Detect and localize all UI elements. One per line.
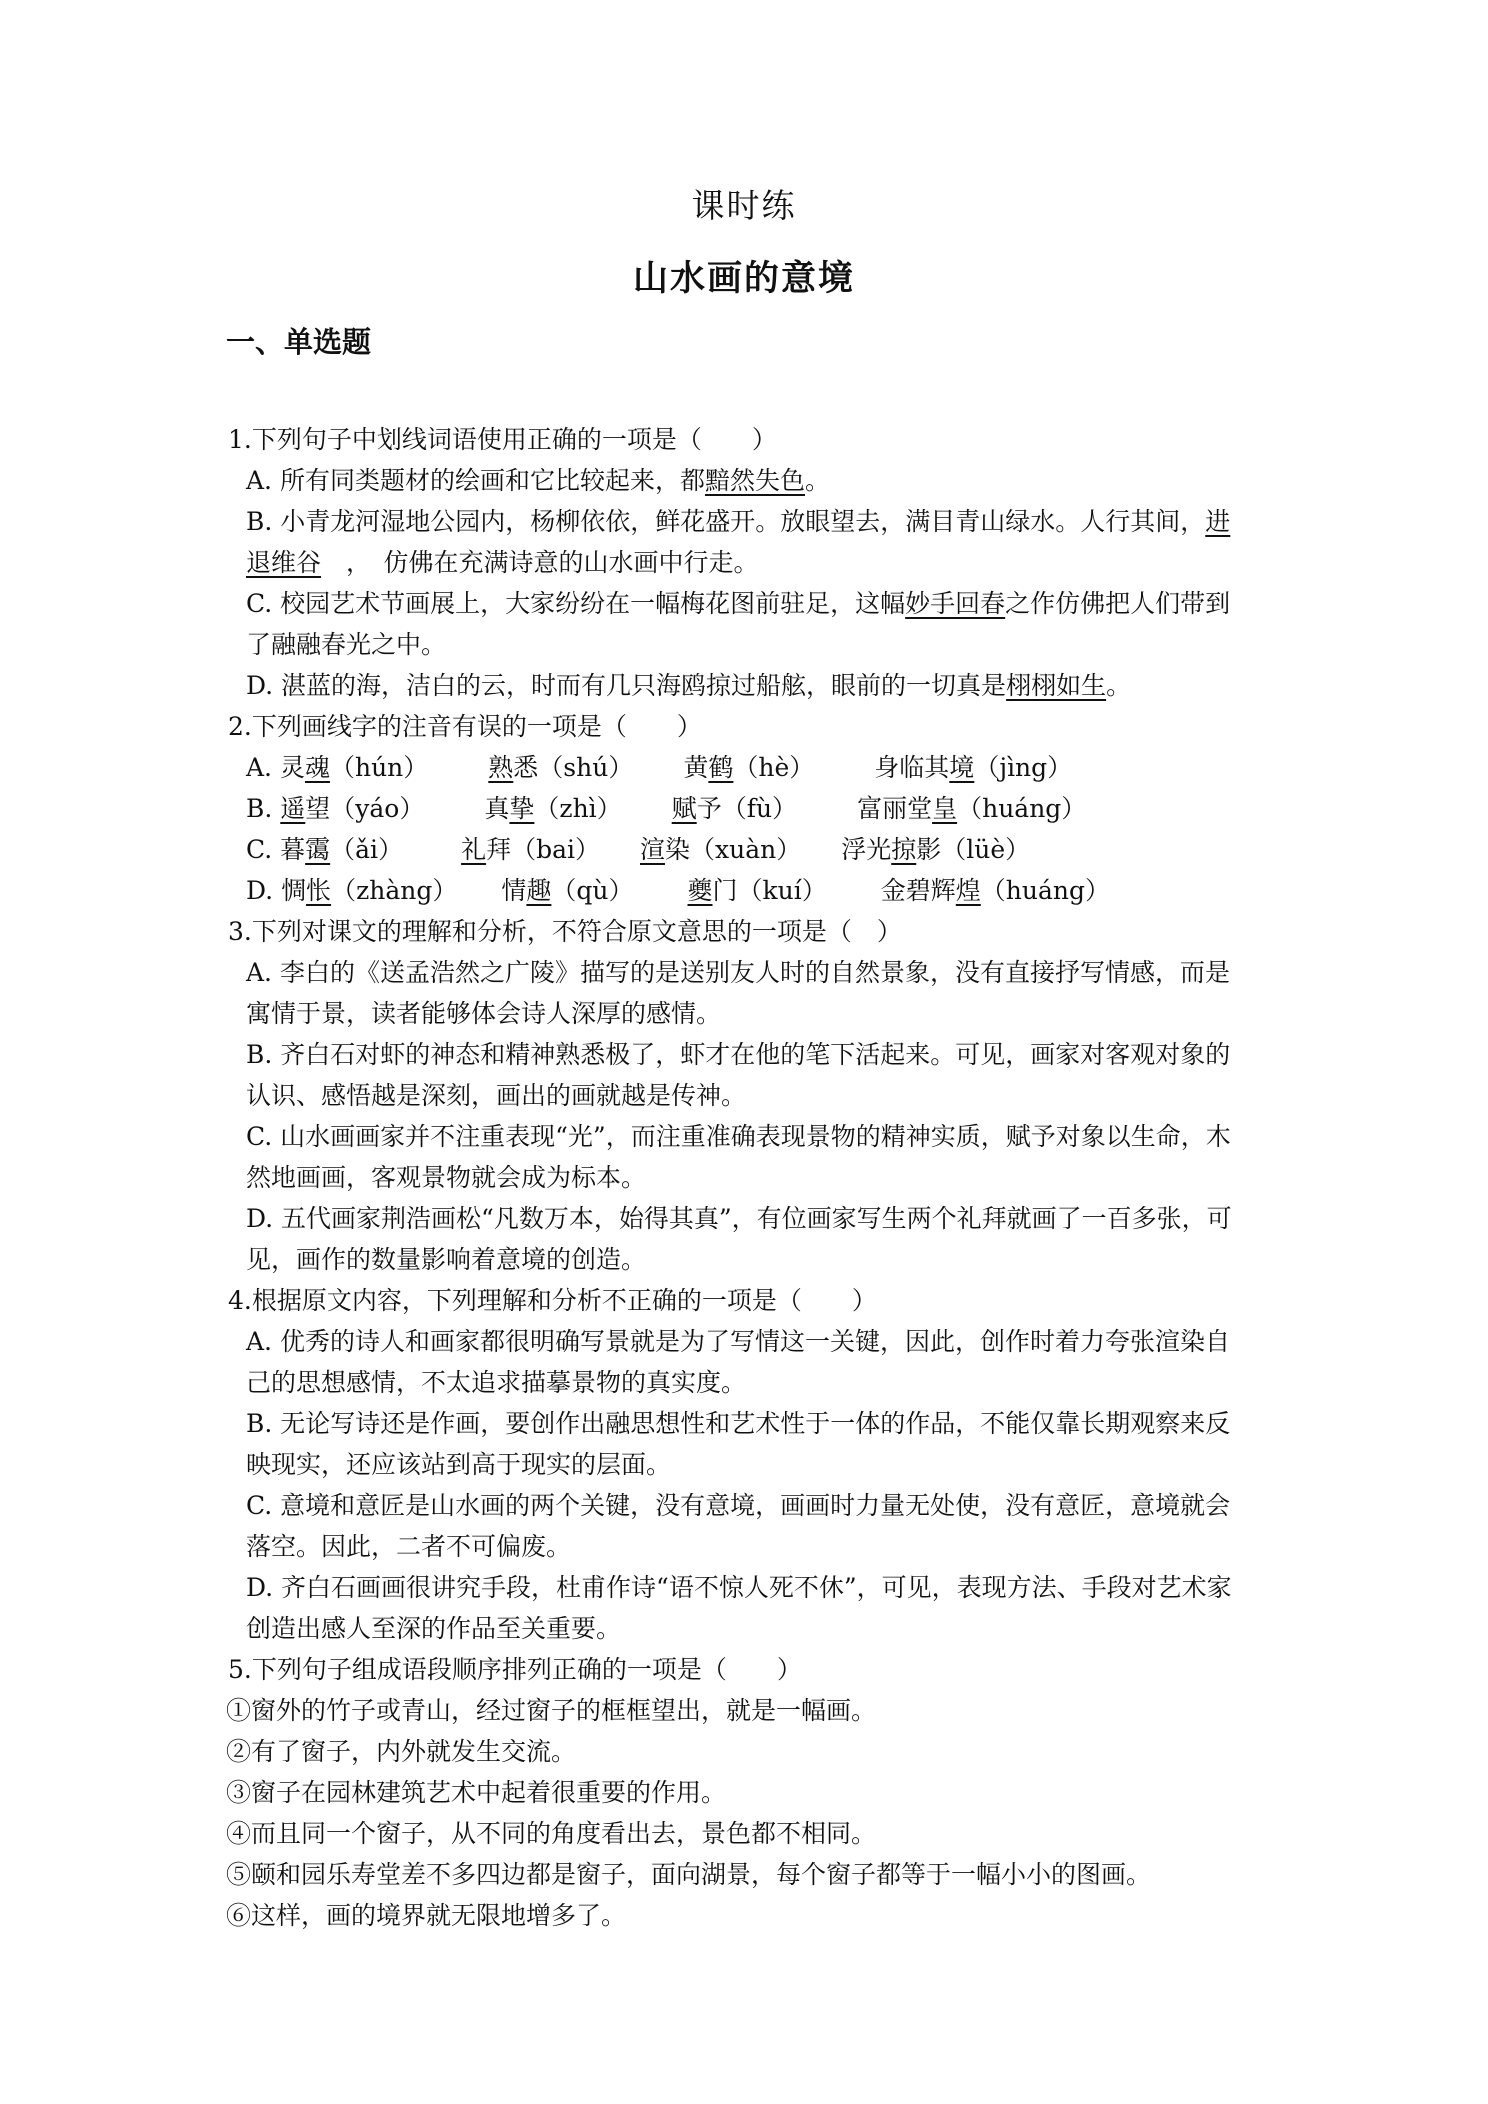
question-5-stem: 5.下列句子组成语段顺序排列正确的一项是（ ） xyxy=(228,1655,802,1684)
q5-sentence-6: ⑥这样，画的境界就无限地增多了。 xyxy=(226,1901,627,1930)
q3-option-c: C. 山水画画家并不注重表现“光”，而注重准确表现景物的精神实质，赋予对象以生命，木 xyxy=(246,1122,1231,1151)
underlined-word: 妙手回春 xyxy=(905,589,1006,618)
q1-option-b-cont: 退维谷 ， 仿佛在充满诗意的山水画中行走。 xyxy=(246,548,759,577)
q5-sentence-3: ③窗子在园林建筑艺术中起着很重要的作用。 xyxy=(226,1778,727,1807)
q1-option-b: B. 小青龙河湿地公园内，杨柳依依，鲜花盛开。放眼望去，满目青山绿水。人行其间，进 xyxy=(246,507,1231,536)
q4-option-d: D. 齐白石画画很讲究手段，杜甫作诗“语不惊人死不休”，可见，表现方法、手段对艺术家 xyxy=(246,1573,1232,1602)
q3-option-b: B. 齐白石对虾的神态和精神熟悉极了，虾才在他的笔下活起来。可见，画家对客观对象的 xyxy=(246,1040,1231,1069)
q3-option-c-cont: 然地画画，客观景物就会成为标本。 xyxy=(246,1163,647,1192)
q1-option-a: A. 所有同类题材的绘画和它比较起来，都黯然失色。 xyxy=(246,466,830,495)
q5-sentence-2: ②有了窗子，内外就发生交流。 xyxy=(226,1737,577,1766)
q4-option-c-cont: 落空。因此，二者不可偏废。 xyxy=(246,1532,572,1561)
question-4-stem: 4.根据原文内容，下列理解和分析不正确的一项是（ ） xyxy=(228,1286,877,1315)
worksheet-subtitle: 课时练 xyxy=(691,186,797,225)
q2-option-a: A. 灵魂（hún） 熟悉（shú） 黄鹤（hè） 身临其境（jìng） xyxy=(246,753,1073,782)
question-1-stem: 1.下列句子中划线词语使用正确的一项是（ ） xyxy=(228,425,777,454)
question-2-stem: 2.下列画线字的注音有误的一项是（ ） xyxy=(228,712,702,741)
q5-sentence-1: ①窗外的竹子或青山，经过窗子的框框望出，就是一幅画。 xyxy=(226,1696,877,1725)
q5-sentence-4: ④而且同一个窗子，从不同的角度看出去，景色都不相同。 xyxy=(226,1819,877,1848)
q4-option-b: B. 无论写诗还是作画，要创作出融思想性和艺术性于一体的作品，不能仅靠长期观察来反 xyxy=(246,1409,1231,1438)
underlined-word: 栩栩如生 xyxy=(1006,671,1107,700)
q2-option-c: C. 暮霭（ǎi） 礼拜（bai） 渲染（xuàn） 浮光掠影（lüè） xyxy=(246,835,1031,864)
q1-option-d: D. 湛蓝的海，洁白的云，时而有几只海鸥掠过船舷，眼前的一切真是栩栩如生。 xyxy=(246,671,1132,700)
q1-option-c-cont: 了融融春光之中。 xyxy=(246,630,447,659)
q4-option-c: C. 意境和意匠是山水画的两个关键，没有意境，画画时力量无处使，没有意匠，意境就会 xyxy=(246,1491,1231,1520)
q3-option-d-cont: 见，画作的数量影响着意境的创造。 xyxy=(246,1245,647,1274)
underlined-word: 进 xyxy=(1205,507,1231,536)
q3-option-a: A. 李白的《送孟浩然之广陵》描写的是送别友人时的自然景象，没有直接抒写情感，而是 xyxy=(246,958,1230,987)
q4-option-d-cont: 创造出感人至深的作品至关重要。 xyxy=(246,1614,622,1643)
q2-option-d: D. 惆怅（zhàng） 情趣（qù） 夔门（kuí） 金碧辉煌（huáng） xyxy=(246,876,1111,905)
q4-option-a-cont: 己的思想感情，不太追求描摹景物的真实度。 xyxy=(246,1368,747,1397)
q3-option-b-cont: 认识、感悟越是深刻，画出的画就越是传神。 xyxy=(246,1081,747,1110)
lesson-title: 山水画的意境 xyxy=(632,258,855,299)
section-heading: 一、单选题 xyxy=(226,325,372,359)
q4-option-a: A. 优秀的诗人和画家都很明确写景就是为了写情这一关键，因此，创作时着力夸张渲染自 xyxy=(246,1327,1230,1356)
q3-option-a-cont: 寓情于景，读者能够体会诗人深厚的感情。 xyxy=(246,999,722,1028)
q5-sentence-5: ⑤颐和园乐寿堂差不多四边都是窗子，面向湖景，每个窗子都等于一幅小小的图画。 xyxy=(226,1860,1152,1889)
q1-option-c: C. 校园艺术节画展上，大家纷纷在一幅梅花图前驻足，这幅妙手回春之作仿佛把人们带到 xyxy=(246,589,1231,618)
underlined-word: 退维谷 xyxy=(246,548,322,577)
q2-option-b: B. 遥望（yáo） 真挚（zhì） 赋予（fù） 富丽堂皇（huáng） xyxy=(246,794,1087,823)
q4-option-b-cont: 映现实，还应该站到高于现实的层面。 xyxy=(246,1450,672,1479)
question-3-stem: 3.下列对课文的理解和分析，不符合原文意思的一项是（ ） xyxy=(228,917,902,946)
q3-option-d: D. 五代画家荆浩画松“凡数万本，始得其真”，有位画家写生两个礼拜就画了一百多张，可 xyxy=(246,1204,1232,1233)
underlined-word: 黯然失色 xyxy=(704,466,805,495)
